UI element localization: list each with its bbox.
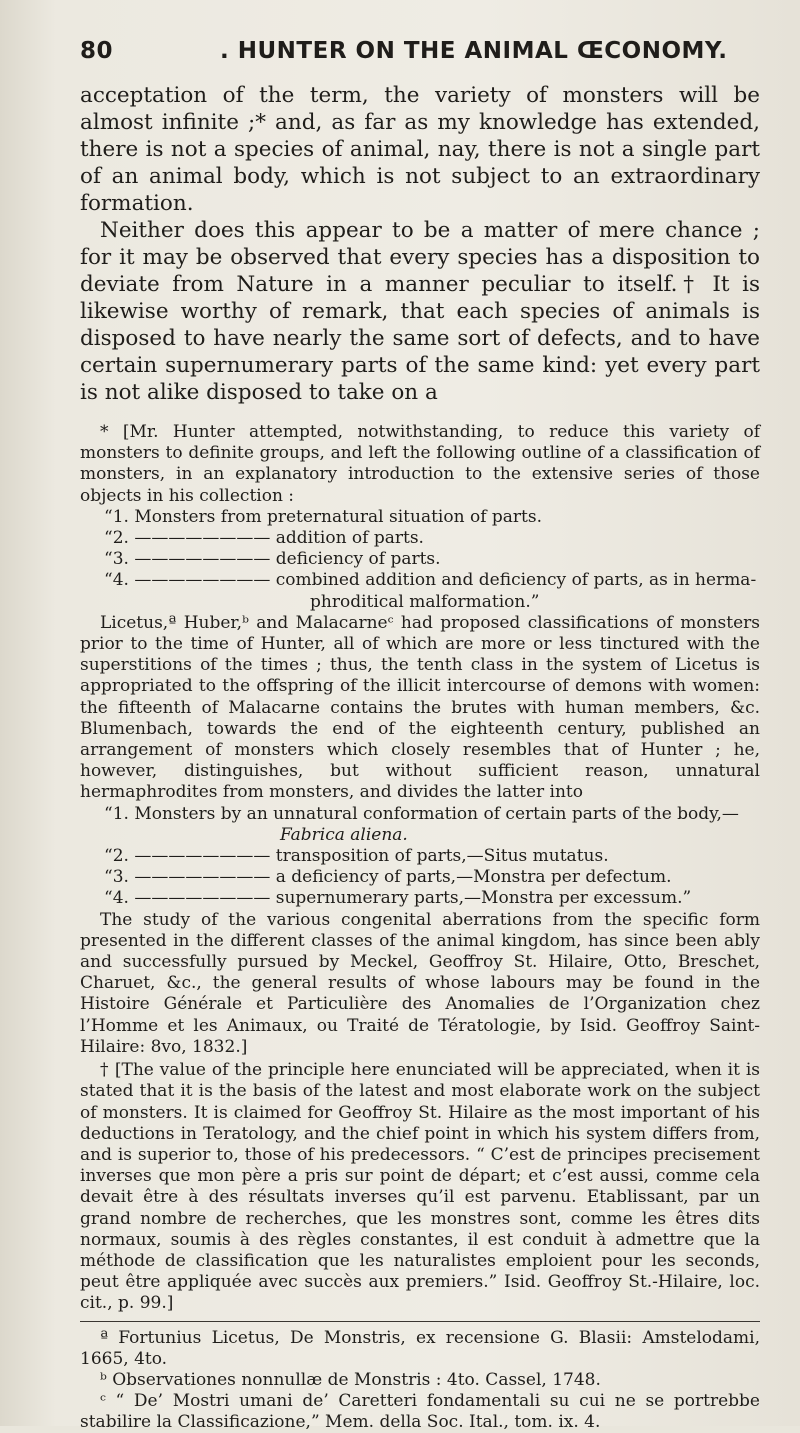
- blumenbach-class-4: [80, 888, 760, 909]
- hunter-class-3: [80, 549, 760, 570]
- blumenbach-class-text: ———————— transposition of parts,—Situs mutatus.: [134, 846, 609, 867]
- blumenbach-class-text: ———————— supernumerary parts,—Monstra per excessum.”: [134, 888, 692, 909]
- blumenbach-class-key: “2.: [104, 846, 129, 867]
- hunter-class-1: [80, 507, 760, 528]
- blumenbach-class-key: “3.: [104, 867, 129, 888]
- reference-b: ᵇ Observationes nonnullæ de Monstris : 4to. Cassel, 1748.: [100, 1369, 601, 1390]
- footnote-star: [80, 422, 760, 1058]
- blumenbach-class-key: “4.: [104, 888, 129, 909]
- blumenbach-class-text: ———————— a deficiency of parts,—Monstra per defectum.: [134, 867, 672, 888]
- blumenbach-class-key: “1.: [104, 803, 129, 824]
- hunter-class-key: “3.: [104, 549, 129, 570]
- hunter-class-text: ———————— addition of parts.: [134, 528, 424, 549]
- main-text: [80, 82, 760, 406]
- blumenbach-class-text: Monsters by an unnatural conformation of certain parts of the body,—: [134, 803, 739, 824]
- hunter-class-text: ———————— combined addition and deficiency of parts, as in herma-: [134, 570, 757, 591]
- running-header: [80, 38, 760, 64]
- main-paragraph-2: Neither does this appear to be a matter of mere chance ; for it may be observed that every species has a disposition to deviate from Nature in a manner peculiar to itself.† It is likewise worthy of remark, that each species of animals is disposed to have nearly the same sort of defects, and to have certain supernumerary parts of the same kind: yet every part is not alike disposed to take on a: [80, 218, 760, 405]
- blumenbach-class-3: [80, 867, 760, 888]
- footnote-star-intro: * [Mr. Hunter attempted, notwithstanding, to reduce this variety of monsters to definite groups, and left the following outline of a classification of monsters, in an explanatory introduction to the extensive series of those objects in his collection :: [80, 422, 760, 506]
- licetus-paragraph: Licetus,ª Huber,ᵇ and Malacarneᶜ had proposed classifications of monsters prior to the time of Hunter, all of which are more or less tinctured with the superstitions of the times ; thus, the tenth class in the system of Licetus is appropriated to the offspring of the illicit intercourse of demons with women: the fifteenth of Malacarne contains the brutes with human members, &c. Blumenbach, towards the end of the eighteenth century, published an arrangement of monsters which closely resembles that of Hunter ; he, however, distinguishes, but without sufficient reason, unnatural hermaphrodites from monsters, and divides the latter into: [80, 612, 760, 803]
- footnote-dagger-text: † [The value of the principle here enunciated will be appreciated, when it is stated that it is the basis of the latest and most elaborate work on the subject of monsters. It is claimed for Geoffroy St. Hilaire as the most important of his deductions in Teratology, and the chief point in which his system differs from, and is superior to, those of his predecessors. “ C’est de principes precisement inverses que mon père a pris sur point de départ; et c’est aussi, comme cela devait être à des résultats inverses qu’il est parvenu. Etablissant, par un grand nombre de recherches, que les monstres sont, comme les êtres dits normaux, soumis à des règles constantes, il est conduit à admettre que la méthode de classification que les naturalistes emploient pour les seconds, peut être appliquée avec succès aux premiers.” Isid. Geoffroy St.-Hilaire, loc. cit., p. 99.]: [80, 1060, 760, 1314]
- footnote-divider: [80, 1321, 760, 1322]
- running-title: . HUNTER ON THE ANIMAL ŒCONOMY.: [220, 38, 728, 64]
- page-number: 80: [80, 38, 114, 64]
- blumenbach-class-latin: Fabrica aliena.: [280, 824, 408, 845]
- blumenbach-class-1-continuation: [80, 825, 760, 846]
- blumenbach-class-1: [80, 804, 760, 825]
- main-paragraph-1: acceptation of the term, the variety of monsters will be almost infinite ;* and, as far as my knowledge has extended, there is not a species of animal, nay, there is not a single part of an animal body, which is not subject to an extraordinary formation.: [80, 83, 760, 216]
- hunter-class-4-continuation: phroditical malformation.”: [310, 591, 540, 612]
- reference-a: ª Fortunius Licetus, De Monstris, ex recensione G. Blasii: Amstelodami, 1665, 4to.: [80, 1327, 760, 1369]
- hunter-class-4: [80, 570, 760, 591]
- hunter-class-key: “4.: [104, 570, 129, 591]
- hunter-class-2: [80, 528, 760, 549]
- hunter-class-key: “1.: [104, 506, 129, 527]
- reference-notes: [80, 1328, 760, 1433]
- hunter-class-text: Monsters from preternatural situation of parts.: [134, 506, 542, 527]
- footnote-dagger: [80, 1060, 760, 1314]
- study-paragraph: The study of the various congenital aberrations from the specific form presented in the different classes of the animal kingdom, has since been ably and successfully pursued by Meckel, Geoffroy St. Hilaire, Otto, Breschet, Charuet, &c., the general results of whose labours may be found in the Histoire Générale et Particulière des Anomalies de l’Organization chez l’Homme et les Animaux, ou Traité de Tératologie, by Isid. Geoffroy Saint-Hilaire: 8vo, 1832.]: [80, 909, 760, 1057]
- reference-c: ᶜ “ De’ Mostri umani de’ Caretteri fondamentali su cui ne se portrebbe stabilire la Classificazione,” Mem. della Soc. Ital., tom. ix. 4.: [80, 1390, 760, 1432]
- blumenbach-class-2: [80, 846, 760, 867]
- hunter-class-key: “2.: [104, 528, 129, 549]
- hunter-class-text: ———————— deficiency of parts.: [134, 549, 441, 570]
